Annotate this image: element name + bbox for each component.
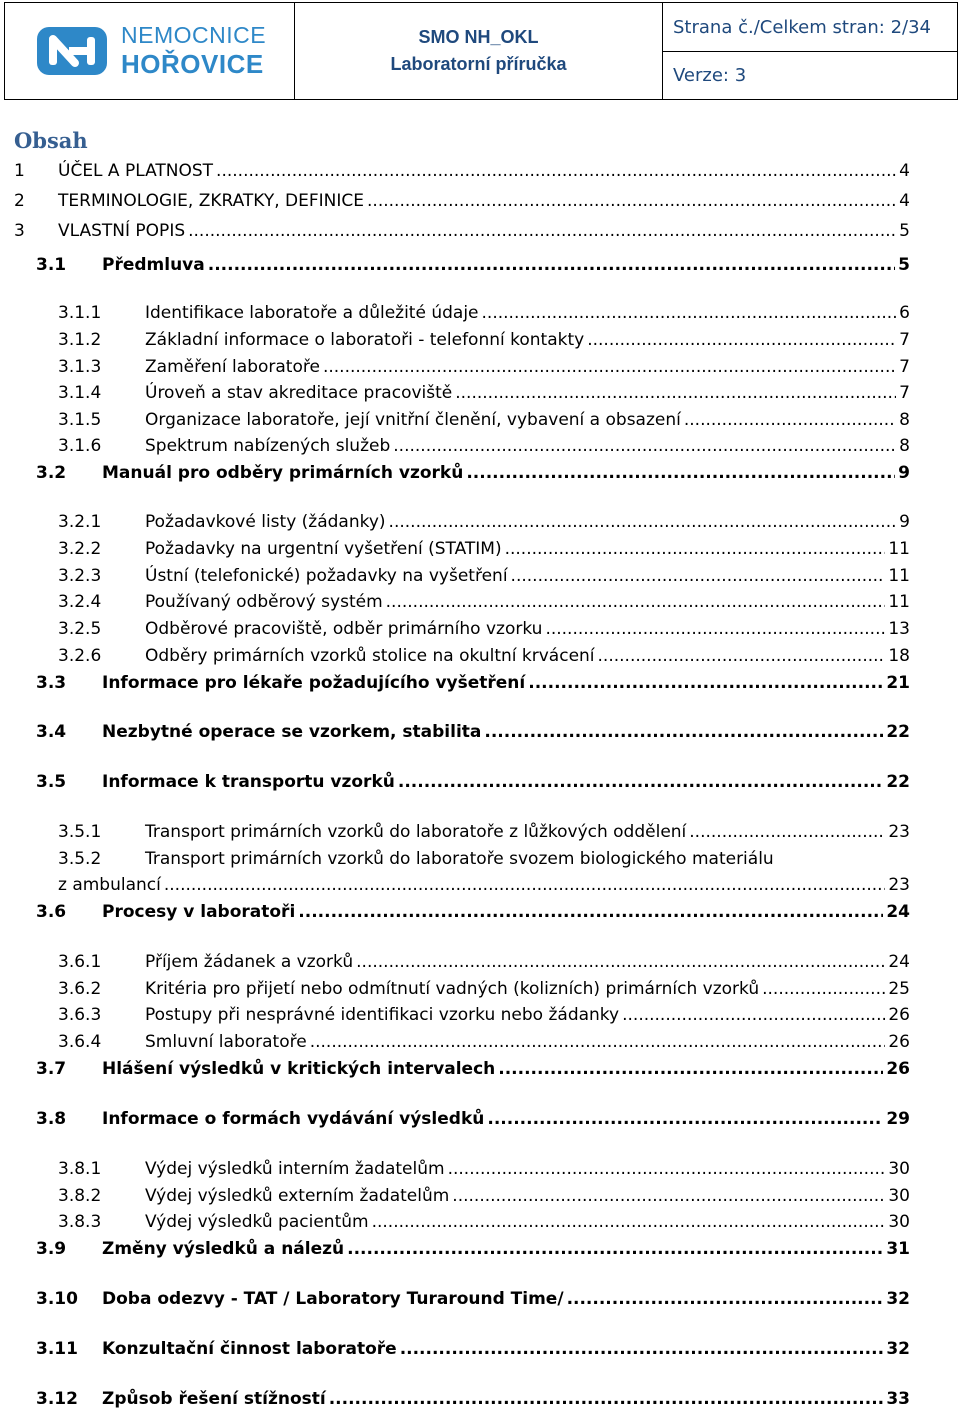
toc-entry-line (58, 158, 910, 184)
toc-entry-title: TERMINOLOGIE, ZKRATKY, DEFINICE (58, 191, 365, 211)
toc-page-number: 32 (886, 1289, 910, 1309)
toc-leader-dots (164, 872, 886, 898)
toc-entry[interactable] (0, 719, 960, 745)
toc-entry-line (145, 616, 910, 642)
toc-entry-number: 3.2.3 (58, 566, 102, 586)
toc-leader-dots (386, 589, 886, 615)
toc-entry-line (145, 327, 910, 353)
doc-code: SMO NH_OKL (418, 27, 539, 47)
toc-entry-number: 3.5.1 (58, 822, 102, 842)
toc-entry-line (58, 872, 910, 898)
toc-leader-dots (393, 433, 896, 459)
toc-entry[interactable] (0, 252, 960, 278)
toc-leader-dots (400, 1336, 884, 1362)
toc-entry-line (145, 300, 910, 326)
toc-entry[interactable] (0, 1209, 960, 1235)
toc-entry-line (58, 188, 910, 214)
toc-page-number: 31 (886, 1239, 910, 1259)
toc-entry-line (145, 1029, 910, 1055)
toc-entry-title: Postupy při nesprávné identifikaci vzorku nebo žádanky (145, 1005, 620, 1025)
toc-page-number: 6 (899, 303, 910, 323)
toc-leader-dots (466, 460, 895, 486)
toc-page-number: 26 (888, 1032, 910, 1052)
toc-entry-number: 3.5.2 (58, 849, 102, 869)
toc-leader-dots (372, 1209, 886, 1235)
toc-entry-line (145, 819, 910, 845)
toc-entry-line (102, 1106, 910, 1132)
toc-entry-line (145, 509, 910, 535)
toc-entry-title: Požadavky na urgentní vyšetření (STATIM) (145, 539, 502, 559)
toc-entry-title: Předmluva (102, 255, 205, 275)
toc-page-number: 9 (898, 463, 910, 483)
toc-leader-dots (347, 1236, 883, 1262)
nh-logo-icon (35, 23, 109, 79)
toc-page-number: 26 (888, 1005, 910, 1025)
toc-entry-line (102, 769, 910, 795)
toc-entry-line (102, 1336, 910, 1362)
toc-entry-title: Smluvní laboratoře (145, 1032, 307, 1052)
toc-entry-title: Odběrové pracoviště, odběr primárního vzorku (145, 619, 543, 639)
toc-entry[interactable] (0, 563, 960, 589)
toc-leader-dots (310, 1029, 886, 1055)
toc-entry[interactable] (0, 1156, 960, 1182)
toc-entry[interactable] (0, 1029, 960, 1055)
toc-leader-dots (528, 670, 883, 696)
toc-entry-line (102, 670, 910, 696)
toc-entry[interactable] (0, 188, 960, 214)
toc-entry[interactable] (0, 327, 960, 353)
toc-entry-line (102, 1236, 910, 1262)
toc-page-number: 30 (888, 1186, 910, 1206)
toc-entry-title: Výdej výsledků interním žadatelům (145, 1159, 445, 1179)
toc-page-number: 30 (888, 1212, 910, 1232)
toc-entry-line (145, 1156, 910, 1182)
toc-entry-title: Informace o formách vydávání výsledků (102, 1109, 485, 1129)
toc-leader-dots (567, 1286, 884, 1312)
toc-entry-line (145, 354, 910, 380)
toc-entry-number: 3 (14, 221, 25, 241)
toc-entry-number: 3.2.5 (58, 619, 102, 639)
toc-page-number: 8 (899, 410, 910, 430)
toc-leader-dots (188, 218, 896, 244)
toc-page-number: 7 (899, 330, 910, 350)
toc-leader-dots (545, 616, 885, 642)
toc-entry-number: 3.2.1 (58, 512, 102, 532)
toc-leader-dots (505, 536, 886, 562)
toc-entry-title: Doba odezvy - TAT / Laboratory Turaround Time/ (102, 1289, 564, 1309)
doc-title: Laboratorní příručka (390, 54, 567, 74)
toc-entry-number: 3.1 (36, 255, 67, 275)
toc-entry-line (145, 949, 910, 975)
toc-entry-line (102, 252, 910, 278)
toc-entry-title: ÚČEL A PLATNOST (58, 161, 214, 181)
toc-entry-line (102, 1386, 910, 1412)
toc-entry-number: 3.5 (36, 772, 67, 792)
toc-entry-title-cont: z ambulancí (58, 875, 161, 895)
toc-entry-line (102, 899, 910, 925)
toc-entry[interactable] (0, 1002, 960, 1028)
toc-entry-number: 3.11 (36, 1339, 78, 1359)
toc-entry-number: 3.1.2 (58, 330, 102, 350)
toc-leader-dots (367, 188, 896, 214)
toc-entry[interactable] (0, 300, 960, 326)
toc-entry-number: 3.1.5 (58, 410, 102, 430)
toc-entry-number: 3.2 (36, 463, 67, 483)
toc-entry-line (145, 380, 910, 406)
toc-entry[interactable] (0, 158, 960, 184)
toc-entry-title: Způsob řešení stížností (102, 1389, 326, 1409)
toc-entry[interactable] (0, 846, 960, 872)
toc-entry-line (102, 1286, 910, 1312)
toc-entry[interactable] (0, 460, 960, 486)
toc-entry-title: Kritéria pro přijetí nebo odmítnutí vadných (kolizních) primárních vzorků (145, 979, 760, 999)
toc-entry-line (102, 460, 910, 486)
toc-leader-dots (398, 769, 883, 795)
toc-page-number: 24 (886, 902, 910, 922)
document-id-cell (295, 3, 663, 99)
toc-leader-dots (389, 509, 897, 535)
toc-leader-dots (598, 643, 886, 669)
toc-entry-title: Úroveň a stav akreditace pracoviště (145, 383, 453, 403)
toc-entry-line (145, 433, 910, 459)
toc-entry-number: 3.1.3 (58, 357, 102, 377)
toc-entry[interactable] (0, 976, 960, 1002)
toc-page-number: 11 (888, 592, 910, 612)
toc-entry-title: Hlášení výsledků v kritických intervalech (102, 1059, 496, 1079)
toc-entry[interactable] (0, 509, 960, 535)
toc-entry-number: 3.8 (36, 1109, 67, 1129)
toc-entry-number: 3.7 (36, 1059, 67, 1079)
toc-entry-continuation[interactable] (0, 872, 960, 898)
toc-page-number: 29 (886, 1109, 910, 1129)
toc-entry-title: Změny výsledků a nálezů (102, 1239, 345, 1259)
toc-entry-number: 3.8.2 (58, 1186, 102, 1206)
toc-entry-title: Transport primárních vzorků do laboratoře z lůžkových oddělení (145, 822, 687, 842)
toc-page-number: 25 (888, 979, 910, 999)
toc-entry-line (145, 1002, 910, 1028)
toc-entry-number: 3.4 (36, 722, 67, 742)
toc-entry-title: Příjem žádanek a vzorků (145, 952, 354, 972)
toc-entry[interactable] (0, 380, 960, 406)
toc-entry-number: 3.12 (36, 1389, 78, 1409)
version: Verze: 3 (673, 64, 747, 86)
toc-page-number: 23 (888, 822, 910, 842)
toc-entry-line (145, 1209, 910, 1235)
toc-leader-dots (684, 407, 896, 433)
toc-page-number: 26 (886, 1059, 910, 1079)
toc-entry[interactable] (0, 670, 960, 696)
toc-entry[interactable] (0, 1183, 960, 1209)
toc-entry-number: 3.1.4 (58, 383, 102, 403)
toc-leader-dots (622, 1002, 885, 1028)
toc-entry-title: Nezbytné operace se vzorkem, stabilita (102, 722, 482, 742)
toc-entry-number: 3.6 (36, 902, 67, 922)
toc-page-number: 32 (886, 1339, 910, 1359)
toc-entry-number: 3.8.3 (58, 1212, 102, 1232)
toc-page-number: 11 (888, 539, 910, 559)
toc-entry[interactable] (0, 354, 960, 380)
toc-entry-number: 3.6.4 (58, 1032, 102, 1052)
toc-page-number: 9 (899, 512, 910, 532)
toc-entry[interactable] (0, 218, 960, 244)
toc-leader-dots (208, 252, 895, 278)
toc-entry[interactable] (0, 536, 960, 562)
toc-page-number: 24 (888, 952, 910, 972)
toc-entry[interactable] (0, 616, 960, 642)
toc-leader-dots (452, 1183, 885, 1209)
toc-leader-dots (482, 300, 897, 326)
toc-entry[interactable] (0, 1286, 960, 1312)
toc-entry-number: 3.2.2 (58, 539, 102, 559)
toc-entry[interactable] (0, 769, 960, 795)
toc-entry[interactable] (0, 589, 960, 615)
toc-entry[interactable] (0, 643, 960, 669)
toc-entry[interactable] (0, 899, 960, 925)
toc-page-number: 21 (886, 673, 910, 693)
toc-entry[interactable] (0, 407, 960, 433)
toc-entry-title: Požadavkové listy (žádanky) (145, 512, 386, 532)
toc-entry-number: 3.8.1 (58, 1159, 102, 1179)
toc-entry-title: Ústní (telefonické) požadavky na vyšetření (145, 566, 508, 586)
toc-entry[interactable] (0, 1336, 960, 1362)
toc-page-number: 4 (899, 191, 910, 211)
toc-leader-dots (498, 1056, 883, 1082)
toc-entry-line (145, 643, 910, 669)
toc-entry-number: 3.3 (36, 673, 67, 693)
toc-page-number: 18 (888, 646, 910, 666)
toc-page-number: 13 (888, 619, 910, 639)
toc-leader-dots (448, 1156, 886, 1182)
toc-page-number: 30 (888, 1159, 910, 1179)
toc-entry[interactable] (0, 949, 960, 975)
toc-page-number: 33 (886, 1389, 910, 1409)
toc-entry-number: 3.9 (36, 1239, 67, 1259)
toc-entry-title: Základní informace o laboratoři - telefonní kontakty (145, 330, 585, 350)
toc-entry-line (145, 1183, 910, 1209)
toc-entry-number: 3.2.6 (58, 646, 102, 666)
logo-text-line1: NEMOCNICE (121, 22, 267, 48)
toc-entry[interactable] (0, 1106, 960, 1132)
toc-entry-number: 3.6.1 (58, 952, 102, 972)
toc-entry[interactable] (0, 433, 960, 459)
toc-entry-title: Odběry primárních vzorků stolice na okultní krvácení (145, 646, 595, 666)
toc-leader-dots (587, 327, 896, 353)
logo-text-line2: HOŘOVICE (121, 49, 264, 79)
toc-entry-title: Informace k transportu vzorků (102, 772, 395, 792)
toc-leader-dots (762, 976, 885, 1002)
toc-leader-dots (487, 1106, 883, 1132)
toc-entry-line (102, 1056, 910, 1082)
document-header (4, 2, 958, 100)
toc-entry-title: Výdej výsledků pacientům (145, 1212, 369, 1232)
toc-entry-title: VLASTNÍ POPIS (58, 221, 186, 241)
toc-page-number: 7 (899, 383, 910, 403)
toc-entry-line (58, 218, 910, 244)
toc-page-number: 22 (886, 772, 910, 792)
toc-entry[interactable] (0, 819, 960, 845)
page-number: Strana č./Celkem stran: 2/34 (663, 3, 957, 52)
toc-entry-number: 3.10 (36, 1289, 78, 1309)
toc-leader-dots (298, 899, 883, 925)
toc-entry[interactable] (0, 1056, 960, 1082)
toc-entry-title: Organizace laboratoře, její vnitřní členění, vybavení a obsazení (145, 410, 681, 430)
toc-entry-title: Výdej výsledků externím žadatelům (145, 1186, 450, 1206)
toc-entry-title: Konzultační činnost laboratoře (102, 1339, 397, 1359)
toc-title: Obsah (14, 128, 88, 153)
toc-entry-title: Informace pro lékaře požadujícího vyšetření (102, 673, 526, 693)
toc-entry-number: 3.1.6 (58, 436, 102, 456)
toc-entry-title: Používaný odběrový systém (145, 592, 383, 612)
toc-entry-title: Zaměření laboratoře (145, 357, 320, 377)
toc-entry-title: Identifikace laboratoře a důležité údaje (145, 303, 479, 323)
toc-entry-number: 3.6.2 (58, 979, 102, 999)
toc-leader-dots (216, 158, 896, 184)
toc-leader-dots (356, 949, 885, 975)
toc-entry-number: 3.2.4 (58, 592, 102, 612)
toc-entry-title: Spektrum nabízených služeb (145, 436, 391, 456)
toc-entry-line (102, 719, 910, 745)
toc-page-number: 5 (898, 255, 910, 275)
toc-leader-dots (689, 819, 885, 845)
toc-entry-number: 2 (14, 191, 25, 211)
toc-entry-line (145, 407, 910, 433)
toc-entry-title: Procesy v laboratoři (102, 902, 296, 922)
toc-entry-line (145, 976, 910, 1002)
hospital-logo (5, 3, 295, 99)
toc-page-number: 5 (899, 221, 910, 241)
toc-entry-number: 1 (14, 161, 25, 181)
toc-entry-title: Transport primárních vzorků do laboratoře svozem biologického materiálu (145, 849, 774, 869)
toc-entry-line (145, 536, 910, 562)
toc-leader-dots (329, 1386, 884, 1412)
toc-entry[interactable] (0, 1236, 960, 1262)
page-info-cell (663, 3, 957, 99)
toc-leader-dots (323, 354, 896, 380)
toc-page-number: 22 (886, 722, 910, 742)
toc-page-number: 11 (888, 566, 910, 586)
toc-page-number: 23 (888, 875, 910, 895)
toc-entry-number: 3.1.1 (58, 303, 102, 323)
toc-entry-line (145, 563, 910, 589)
toc-page-number: 4 (899, 161, 910, 181)
toc-leader-dots (511, 563, 886, 589)
toc-leader-dots (484, 719, 883, 745)
toc-entry[interactable] (0, 1386, 960, 1412)
toc-entry-number: 3.6.3 (58, 1005, 102, 1025)
toc-entry-line (145, 589, 910, 615)
toc-page-number: 8 (899, 436, 910, 456)
toc-page-number: 7 (899, 357, 910, 377)
toc-leader-dots (455, 380, 896, 406)
toc-entry-title: Manuál pro odběry primárních vzorků (102, 463, 464, 483)
